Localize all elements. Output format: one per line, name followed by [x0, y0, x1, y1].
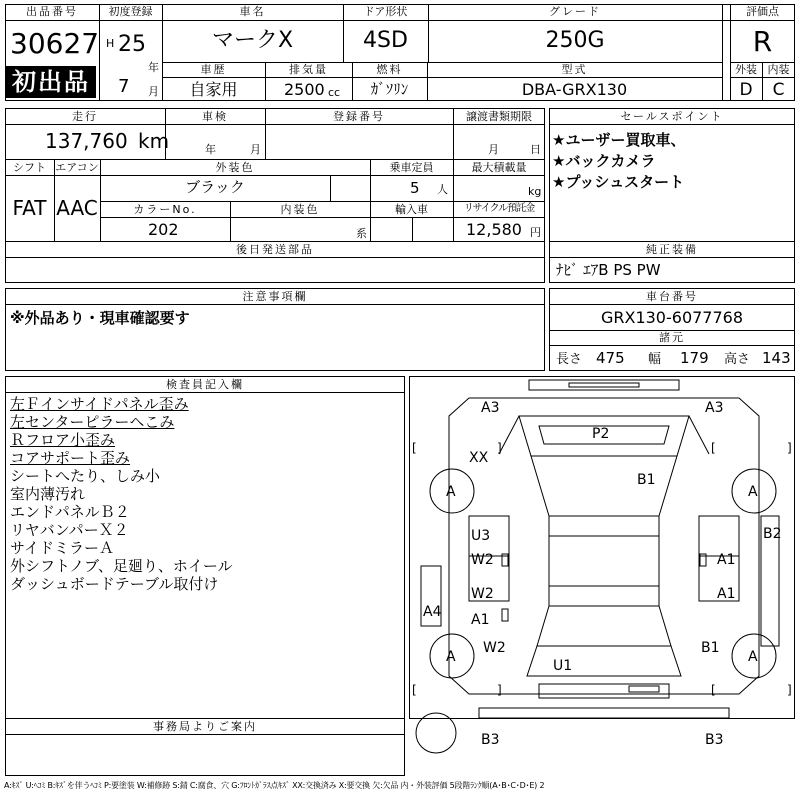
grade-value: 250G: [545, 28, 605, 53]
row-divider: [549, 124, 795, 125]
row-divider: [5, 304, 545, 305]
legend-text: A:ｷｽﾞ U:ﾍｺﾐ B:ｷｽﾞを伴うﾍｺﾐ P:要塗装 W:補修跡 S:錆 C:腐食、穴 G:ﾌﾛﾝﾄｶﾞﾗｽ点ｷｽﾞ XX:交換済み X:要交換 欠:欠品 内・外装評価 5段階ﾗﾝｸ順(A･B･C･D･E) 2: [4, 781, 545, 790]
row-divider: [5, 159, 545, 160]
width-value: 179: [680, 349, 709, 367]
mileage-value: 137,760: [45, 129, 128, 153]
diag-label: A: [446, 484, 456, 500]
diag-label: B1: [701, 640, 720, 656]
svg-text:]: ]: [497, 683, 502, 697]
svg-text:[: [: [711, 441, 716, 455]
recycle-value: 12,580: [466, 220, 522, 239]
col-divider: [330, 175, 331, 201]
score-header: 評価点: [746, 5, 779, 18]
sales-point-item: ★バックカメラ: [552, 152, 656, 170]
col-divider: [453, 108, 454, 242]
era: H: [106, 37, 115, 50]
recycle-unit: 円: [530, 226, 541, 239]
first-reg-header: 初度登録: [108, 5, 153, 18]
model-value: DBA-GRX130: [521, 80, 628, 99]
svg-text:[: [: [711, 683, 716, 697]
svg-text:]: ]: [787, 441, 792, 455]
reg-number-header: 登録番号: [333, 110, 385, 123]
later-parts-header: 後日発送部品: [236, 243, 314, 256]
aircon-header: エアコン: [55, 161, 99, 174]
diag-label: P2: [592, 426, 610, 442]
inspector-line: ダッシュボードテーブル取付け: [10, 575, 219, 593]
col-divider: [722, 4, 723, 101]
reg-month: 7: [118, 76, 130, 97]
diag-label: B3: [481, 732, 500, 748]
inspector-line: 外シフトノブ、足廻り、ホイール: [10, 557, 233, 575]
diag-label: W2: [471, 552, 494, 568]
year-unit: 年: [148, 61, 159, 74]
displacement-value: 2500: [284, 80, 325, 99]
max-load-unit: kg: [528, 185, 542, 198]
row-divider: [549, 345, 795, 346]
svg-text:]: ]: [787, 683, 792, 697]
row-divider: [5, 734, 405, 735]
car-name-header: 車名: [239, 5, 266, 18]
mileage-header: 走行: [72, 110, 98, 123]
svg-text:[: [: [412, 441, 417, 455]
svg-text:]: ]: [497, 441, 502, 455]
capacity-unit: 人: [437, 183, 448, 196]
notes-value: ※外品あり・現車確認要す: [10, 309, 190, 327]
history-header: 車歴: [200, 63, 227, 76]
height-label: 高さ: [724, 352, 751, 367]
grade-header: グレード: [549, 5, 601, 18]
row-divider: [549, 304, 795, 305]
inspection-month-unit: 月: [250, 143, 261, 156]
svg-text:[: [: [412, 683, 417, 697]
diag-label: U1: [553, 658, 573, 674]
row-divider: [5, 392, 405, 393]
chassis-value: GRX130-6077768: [600, 308, 744, 327]
sales-point-item: ★ユーザー買取車、: [552, 131, 686, 149]
first-listing-badge: 初出品: [6, 66, 96, 98]
inspection-header: 車検: [202, 110, 228, 123]
diag-label: B2: [763, 526, 782, 542]
capacity-header: 乗車定員: [389, 161, 434, 174]
diag-label: A1: [471, 612, 490, 628]
inspection-year-unit: 年: [205, 143, 216, 156]
capacity-value: 5: [410, 179, 420, 197]
mileage-unit: km: [138, 129, 170, 153]
inspector-line: リヤバンパーＸ２: [10, 521, 129, 539]
diag-label: B1: [637, 472, 656, 488]
row-divider: [5, 175, 545, 176]
history-value: 自家用: [189, 80, 238, 99]
recycle-header: リサイクル預託金: [463, 203, 535, 214]
diag-label: A3: [481, 400, 500, 416]
transfer-docs-header: 譲渡書類期限: [466, 110, 532, 123]
diag-label: A1: [717, 552, 736, 568]
diag-label: XX: [469, 450, 489, 466]
door-value: 4SD: [363, 28, 408, 53]
color-no-value: 202: [148, 220, 179, 239]
genuine-equipment-value: ﾅﾋﾞ ｴｱB PS PW: [556, 261, 661, 279]
width-label: 幅: [648, 352, 662, 367]
inspector-lines: [10, 395, 233, 593]
transfer-day-unit: 日: [530, 143, 541, 156]
diag-label: A4: [423, 604, 442, 620]
diag-label: A: [748, 649, 758, 665]
sales-point-header: セールスポイント: [620, 110, 724, 123]
displacement-unit: cc: [328, 86, 341, 99]
interior-color-header: 内装色: [280, 203, 320, 216]
specs-header: 諸元: [659, 331, 685, 344]
sales-point-item: ★プッシュスタート: [552, 173, 685, 191]
row-divider: [5, 20, 795, 21]
inspector-line: コアサポート歪み: [10, 449, 131, 467]
diag-label: W2: [471, 586, 494, 602]
ext-header: 外装: [735, 63, 757, 76]
diag-label: A: [446, 649, 456, 665]
diag-label: U3: [471, 528, 491, 544]
inspector-line: 室内薄汚れ: [10, 485, 86, 503]
color-no-header: カラーNo.: [133, 203, 197, 216]
inspector-line: 左Ｆインサイドパネル歪み: [10, 395, 189, 413]
sales-point-list: [552, 130, 685, 193]
height-value: 143: [762, 349, 791, 367]
max-load-header: 最大積載量: [471, 161, 527, 174]
diag-label: A3: [705, 400, 724, 416]
col-divider: [412, 217, 413, 242]
model-header: 型式: [561, 63, 588, 76]
length-value: 475: [596, 349, 625, 367]
row-divider: [5, 124, 545, 125]
car-name: マークX: [211, 28, 294, 53]
score-value: R: [752, 25, 773, 58]
shift-header: シフト: [13, 161, 46, 174]
inspector-line: Ｒフロア小歪み: [10, 431, 116, 449]
row-divider: [5, 257, 545, 258]
chassis-header: 車台番号: [646, 290, 698, 303]
ext-score: D: [739, 80, 753, 100]
row-divider: [162, 77, 722, 78]
door-header: ドア形状: [363, 5, 408, 18]
aircon-value: AAC: [56, 196, 98, 220]
shift-value: FAT: [12, 196, 47, 220]
int-score: C: [772, 80, 785, 100]
office-header: 事務局よりご案内: [153, 720, 257, 733]
diag-label: A1: [717, 586, 736, 602]
inspector-line: エンドパネルＢ２: [10, 503, 130, 521]
diag-label: B3: [705, 732, 724, 748]
reg-year: 25: [118, 32, 146, 57]
car-diagram: [409, 376, 795, 748]
front-bumper-outline: [529, 380, 679, 390]
genuine-equipment-header: 純正装備: [646, 243, 698, 256]
length-label: 長さ: [556, 352, 583, 367]
lot-header: 出品番号: [26, 5, 78, 18]
row-divider: [100, 217, 545, 218]
row-divider: [162, 62, 722, 63]
inspector-line: 左センターピラーヘこみ: [10, 413, 175, 431]
int-header: 内装: [767, 63, 790, 76]
diag-label: W2: [483, 640, 506, 656]
diag-label: A: [748, 484, 758, 500]
transfer-month-unit: 月: [488, 143, 499, 156]
interior-color-unit: 系: [356, 227, 367, 240]
inspector-line: シートへたり、しみ小: [10, 467, 161, 485]
exterior-color-value: ブラック: [185, 178, 245, 196]
month-unit: 月: [148, 85, 159, 98]
notes-header: 注意事項欄: [242, 290, 308, 303]
col-divider: [99, 4, 100, 101]
fuel-value: ｶﾞｿﾘﾝ: [370, 80, 409, 98]
inspector-header: 検査員記入欄: [166, 378, 244, 391]
import-header: 輸入車: [395, 203, 428, 216]
row-divider: [100, 201, 545, 202]
exterior-color-header: 外装色: [215, 161, 255, 174]
displacement-header: 排気量: [289, 63, 328, 76]
row-divider: [549, 257, 795, 258]
lot-number: 30627: [10, 27, 100, 60]
fuel-header: 燃料: [376, 63, 403, 76]
inspector-line: サイドミラーＡ: [10, 539, 114, 557]
